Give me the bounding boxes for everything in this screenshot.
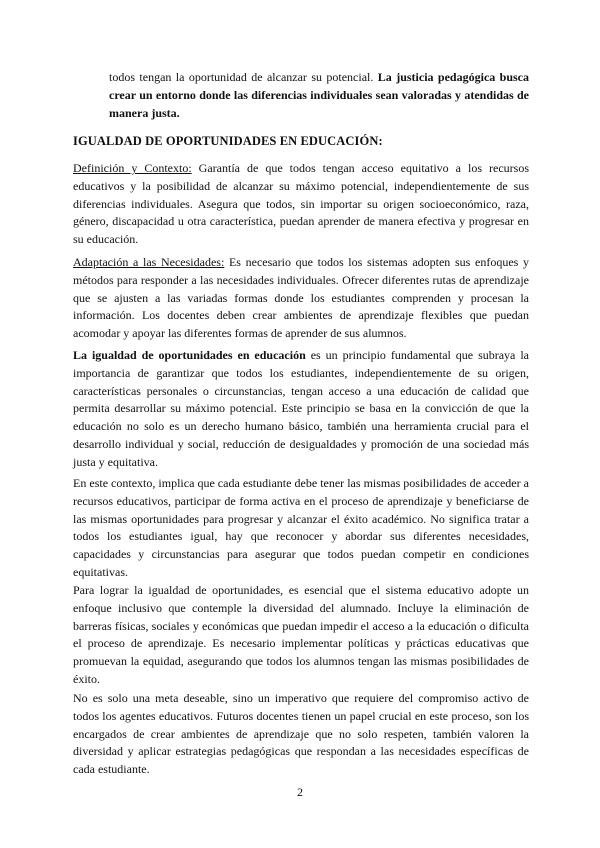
equality-bold-text: La igualdad de oportunidades en educación	[73, 348, 306, 362]
achieve-paragraph: Para lograr la igualdad de oportunidades, es esencial que el sistema educativo adopte un enfoque inclusivo que contemple la diversidad del alumnado. Incluye la eliminación de barreras físicas, sociales y económicas que puedan impedir el acceso a la educación o dificulta el proceso de aprendizaje. Es necesario implementar políticas y prácticas educativas que promuevan la equidad, asegurando que todos los alumnos tengan las mismas posibilidades de éxito.	[73, 583, 529, 686]
goal-paragraph: No es solo una meta deseable, sino un imperativo que requiere del compromiso activo de todos los agentes educativos. Futuros docentes tienen un papel crucial en este proceso, son los encargados de crear ambientes de aprendizaje que no solo respeten, también valoren la diversidad y aplicar estrategias pedagógicas que respondan a las necesidades específicas de cada estudiante.	[73, 691, 529, 777]
section-heading: IGUALDAD DE OPORTUNIDADES EN EDUCACIÓN:	[73, 134, 383, 148]
intro-text: todos tengan la oportunidad de alcanzar su potencial.	[109, 70, 378, 84]
intro-paragraph	[109, 69, 529, 122]
intro-bold-text: La justicia pedagógica busca crear un entorno donde las diferencias individuales sean valoradas y atendidas de manera justa.	[109, 70, 530, 120]
definition-label: Definición y Contexto:	[73, 161, 192, 175]
context-paragraph: En este contexto, implica que cada estudiante debe tener las mismas posibilidades de acceder a recursos educativos, participar de forma activa en el proceso de aprendizaje y beneficiarse de las mismas oportunidades para progresar y alcanzar el éxito académico. No significa tratar a todos los estudiantes igual, hay que reconocer y abordar sus diferentes necesidades, capacidades y circunstancias para asegurar que todos puedan competir en condiciones equitativas.	[73, 476, 529, 579]
equality-paragraph	[73, 347, 529, 472]
definition-paragraph	[73, 160, 529, 249]
adaptation-label: Adaptación a las Necesidades:	[73, 255, 225, 269]
definition-text: Garantía de que todos tengan acceso equitativo a los recursos educativos y la posibilidad de alcanzar su máximo potencial, independientemente de sus diferencias individuales. Asegura que todos, sin importar su origen socioeconómico, raza, género, discapacidad u otra característica, puedan aprender de manera efectiva y progresar en su educación.	[73, 161, 529, 247]
equality-text: es un principio fundamental que subraya la importancia de garantizar que todos los estudiantes, independientemente de su origen, características personales o circunstancias, tengan acceso a una educación de calidad que permita desarrollar su máximo potencial. Este principio se basa en la convicción de que la educación no solo es un derecho humano básico, también una herramienta crucial para el desarrollo individual y social, reducción de desigualdades y promoción de una sociedad más justa y equitativa.	[73, 348, 529, 469]
adaptation-paragraph	[73, 254, 529, 343]
adaptation-text: Es necesario que todos los sistemas adopten sus enfoques y métodos para responder a las necesidades individuales. Ofrecer diferentes rutas de aprendizaje que se ajusten a las variadas formas donde los estudiantes comprenden y procesan la información. Los docentes deben crear ambientes de aprendizaje flexibles que puedan acomodar y apoyar las diferentes formas de aprender de sus alumnos.	[73, 255, 529, 341]
page-number: 2	[297, 785, 303, 799]
